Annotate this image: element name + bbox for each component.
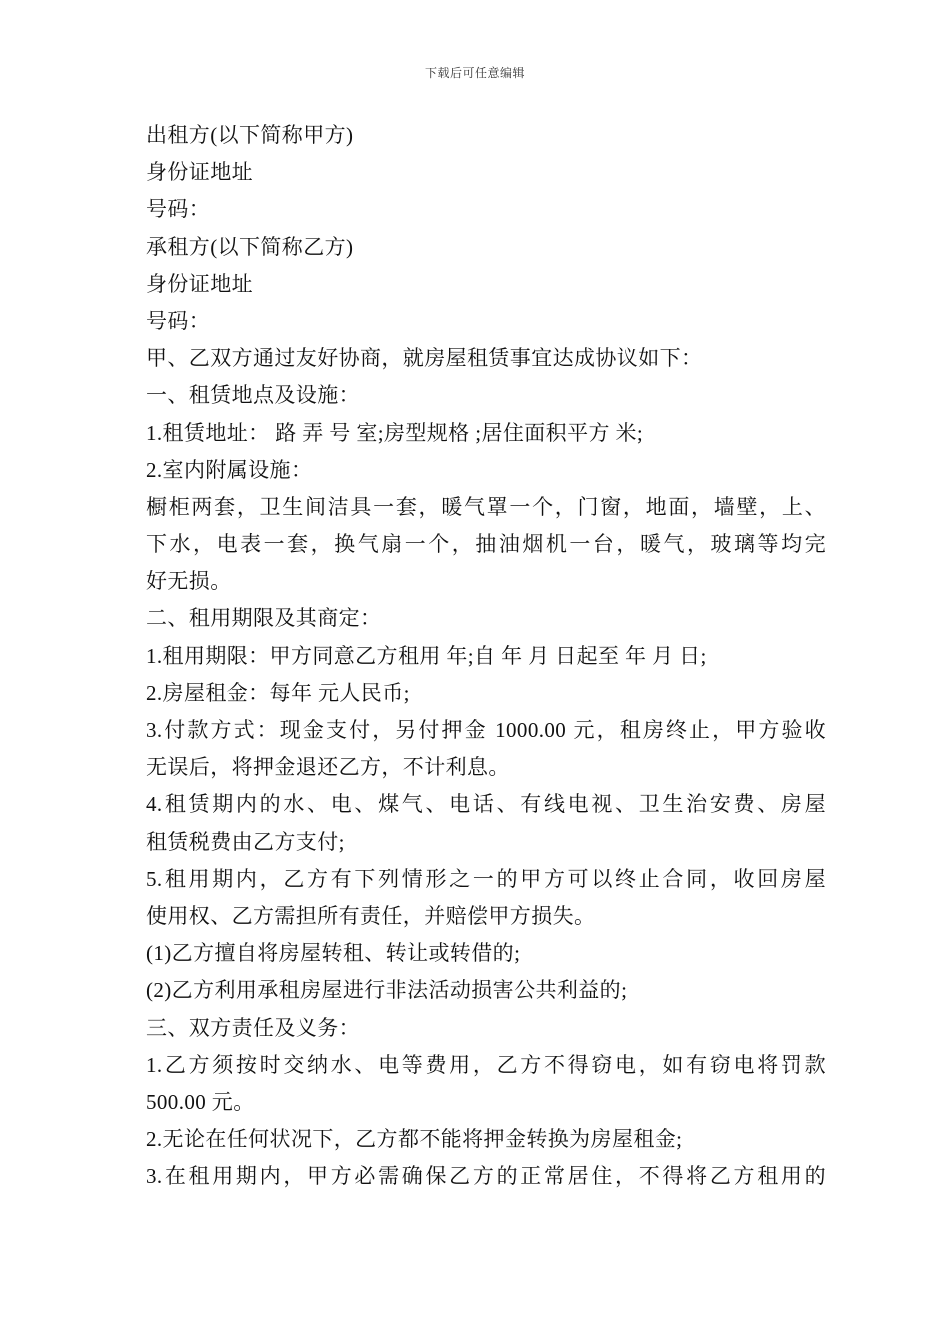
text-line: 3.在租用期内，甲方必需确保乙方的正常居住，不得将乙方租用的 xyxy=(146,1164,826,1189)
text-line: 2.室内附属设施： xyxy=(146,457,313,482)
text-line: 号码： xyxy=(146,308,211,333)
text-line: 出租方(以下简称甲方) xyxy=(146,123,354,147)
text-line: 承租方(以下简称乙方) xyxy=(146,234,354,259)
text-line: 身份证地址 xyxy=(146,271,253,296)
text-line: (1)乙方擅自将房屋转租、转让或转借的; xyxy=(146,941,521,966)
text-line: 2.无论在任何状况下，乙方都不能将押金转换为房屋租金; xyxy=(146,1127,683,1152)
text-line: 使用权、乙方需担所有责任，并赔偿甲方损失。 xyxy=(146,903,596,928)
text-line: 3.付款方式：现金支付，另付押金 1000.00 元，租房终止，甲方验收 xyxy=(146,718,826,742)
text-line: 租赁税费由乙方支付; xyxy=(146,829,345,854)
text-line: 4.租赁期内的水、电、煤气、电话、有线电视、卫生治安费、房屋 xyxy=(146,792,826,817)
text-line: 橱柜两套，卫生间洁具一套，暖气罩一个，门窗，地面，墙壁，上、 xyxy=(146,494,826,519)
section-heading: 三、双方责任及义务： xyxy=(146,1015,360,1040)
text-line: 5.租用期内，乙方有下列情形之一的甲方可以终止合同，收回房屋 xyxy=(146,866,826,891)
text-line: 身份证地址 xyxy=(146,160,253,185)
section-heading: 二、租用期限及其商定： xyxy=(146,606,382,631)
text-line: 1.乙方须按时交纳水、电等费用，乙方不得窃电，如有窃电将罚款 xyxy=(146,1052,826,1077)
section-heading: 一、租赁地点及设施： xyxy=(146,383,360,408)
text-line: 号码： xyxy=(146,197,211,222)
text-line: 无误后，将押金退还乙方，不计利息。 xyxy=(146,755,510,780)
text-line: 下水，电表一套，换气扇一个，抽油烟机一台，暖气，玻璃等均完 xyxy=(146,532,826,557)
text-line: 好无损。 xyxy=(146,569,232,594)
text-line: 1.租用期限：甲方同意乙方租用 年;自 年 月 日起至 年 月 日; xyxy=(146,643,707,668)
text-line: 甲、乙双方通过友好协商，就房屋租赁事宜达成协议如下： xyxy=(146,346,703,371)
text-line: 2.房屋租金：每年 元人民币; xyxy=(146,680,410,705)
contract-body xyxy=(146,117,826,1195)
text-line: 1.租赁地址： 路 弄 号 室;房型规格 ;居住面积平方 米; xyxy=(146,420,644,445)
page-header-note: 下载后可任意编辑 xyxy=(424,66,525,80)
text-line: 500.00 元。 xyxy=(146,1089,255,1114)
text-line: (2)乙方利用承租房屋进行非法活动损害公共利益的; xyxy=(146,978,628,1003)
